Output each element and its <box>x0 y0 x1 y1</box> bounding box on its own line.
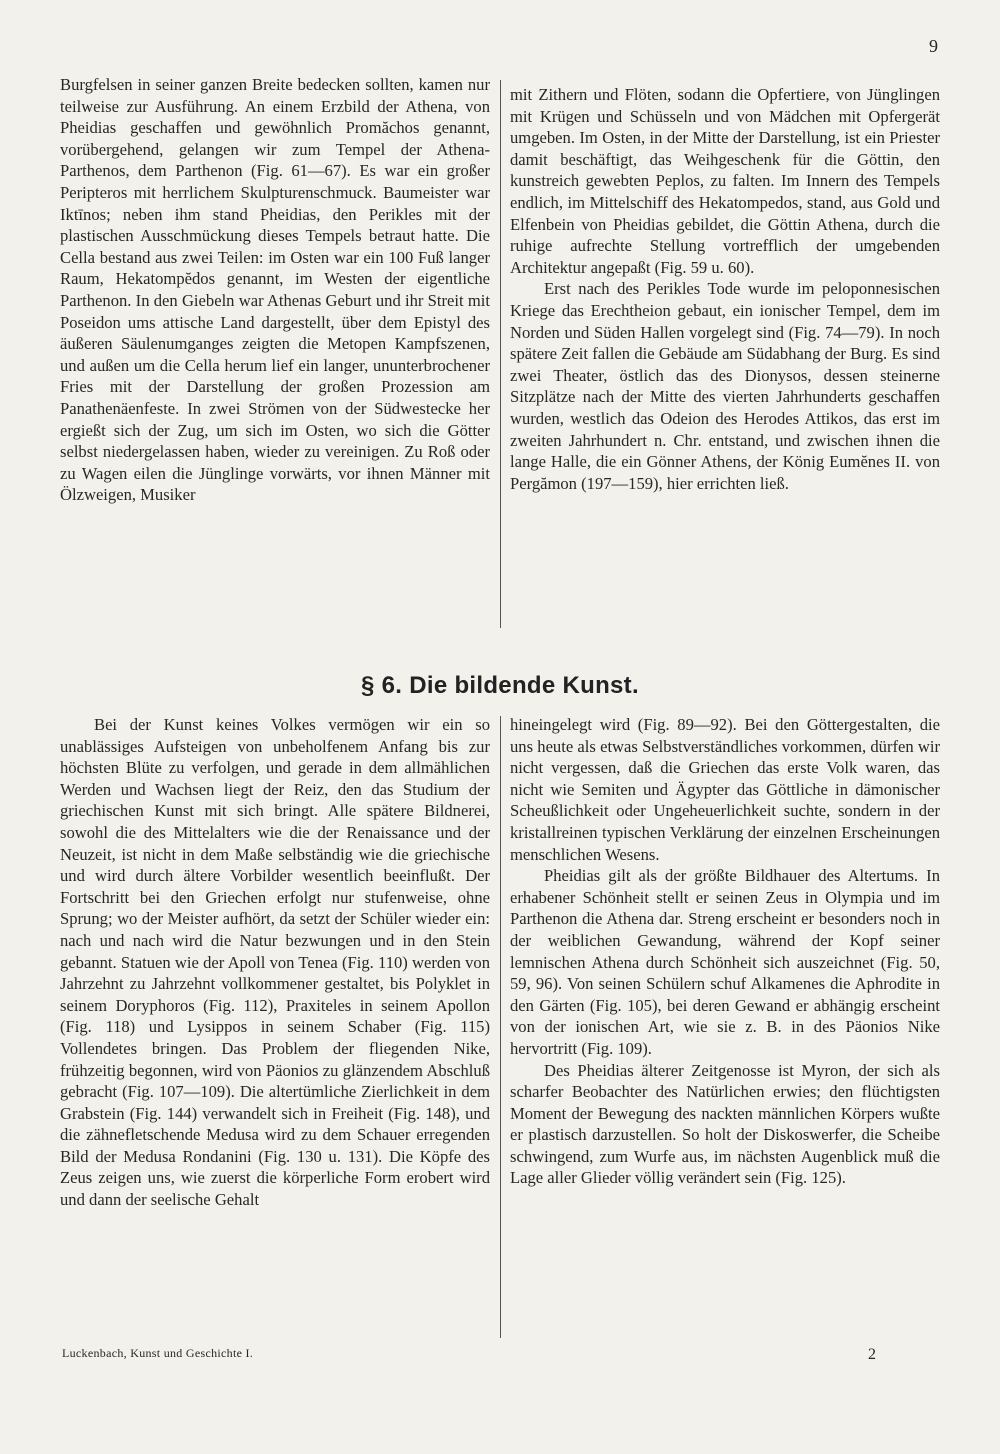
footer-signature: Luckenbach, Kunst und Geschichte I. <box>62 1346 254 1360</box>
paragraph: Bei der Kunst keines Volkes vermögen wir ein so unablässiges Aufsteigen von unbeholfenem Anfang bis zur höchsten Blüte zu verfolgen, und gerade in dem allmählichen Werden und Wachsen liegt der Reiz, den das Studium der griechischen Kunst mit sich bringt. Alle spätere Bildnerei, sowohl die des Mittelalters wie die der Renaissance und der Neuzeit, ist nicht in dem Maße selbständig wie die griechische und wird durch ältere Vorbilder wesentlich beeinflußt. Der Fortschritt bei den Griechen erfolgt nur stufenweise, ohne Sprung; wo der Meister aufhört, da setzt der Schüler wieder ein: nach und nach wird die Natur bezwungen und in den Stein gebannt. Statuen wie der Apoll von Tenea (Fig. 110) werden von Jahrzehnt zu Jahrzehnt vollkommener gestaltet, bis Polyklet in seinem Doryphoros (Fig. 112), Praxiteles in seinem Apollon (Fig. 118) und Lysippos in seinem Schaber (Fig. 115) Vollendetes bringen. Das Problem der fliegenden Nike, frühzeitig begonnen, wird von Päonios zu glänzendem Abschluß gebracht (Fig. 107—109). Die altertümliche Zierlichkeit in dem Grabstein (Fig. 144) verwandelt sich in Freiheit (Fig. 148), und die zähnefletschende Medusa wird zu dem Schauer erregenden Bild der Medusa Rondanini (Fig. 130 u. 131). Die Köpfe des Zeus zeigen uns, wie zuerst die körperliche Form erobert wird und dann der seelische Gehalt <box>60 715 490 1210</box>
lower-left-column <box>60 714 490 1211</box>
paragraph: Erst nach des Perikles Tode wurde im peloponnesischen Kriege das Erechtheion gebaut, ein ionischer Tempel, dem im Norden und Süden Hallen vorgelegt sind (Fig. 74—79). In noch spätere Zeit fallen die Gebäude am Südabhang der Burg. Es sind zwei Theater, östlich das des Dionysos, dessen steinerne Sitzplätze nach der Mitte des vierten Jahrhunderts geschaffen wurden, westlich das Odeion des Herodes Attikos, das erst im zweiten Jahrhundert n. Chr. entstand, und zwischen ihnen die lange Halle, die ein Gönner Athens, der König Eumĕnes II. von Pergămon (197—159), hier errichten ließ. <box>510 279 940 493</box>
footer-sheet-number: 2 <box>868 1346 876 1363</box>
paragraph: mit Zithern und Flöten, sodann die Opfertiere, von Jünglingen mit Krügen und Schüsseln und von Mädchen mit Opfergerät umgeben. Im Osten, in der Mitte der Darstellung, ist ein Priester damit beschäftigt, das Weihgeschenk für die Göttin, den kunstreich gewebten Peplos, zu falten. Im Innern des Tempels endlich, im Mittelschiff des Hekatompedos, stand, aus Gold und Elfenbein von Pheidias gebildet, die Göttin Athena, durch die ruhige aufrechte Stellung vortrefflich der umgebenden Architektur angepaßt (Fig. 59 u. 60). <box>510 85 940 277</box>
paragraph: Burgfelsen in seiner ganzen Breite bedecken sollten, kamen nur teilweise zur Ausführung. An einem Erzbild der Athena, von Pheidias geschaffen und gewöhnlich Promăchos genannt, vorübergehend, gelangen wir zum Tempel der Athena-Parthenos, dem Parthenon (Fig. 61—67). Es war ein großer Peripteros mit herrlichem Skulpturenschmuck. Baumeister war Iktīnos; neben ihm stand Pheidias, den Perikles mit der plastischen Ausschmückung dieses Tempels betraut hatte. Die Cella bestand aus zwei Teilen: im Osten war ein 100 Fuß langer Raum, Hekatompĕdos genannt, im Westen der eigentliche Parthenon. In den Giebeln war Athenas Geburt und ihr Streit mit Poseidon ums attische Land dargestellt, über dem Epistyl des äußeren Säulenumganges zeigten die Metopen Kampfszenen, und außen um die Cella herum lief ein langer, ununterbrochener Fries mit der Darstellung der großen Prozession am Panathenäenfeste. In zwei Strömen von der Südwestecke her ergießt sich der Zug, um sich im Osten, wo sich die Götter selbst niedergelassen haben, wieder zu vereinigen. Zu Roß oder zu Wagen eilen die Jünglinge vorwärts, vor ihnen Männer mit Ölzweigen, Musiker <box>60 75 490 505</box>
section-heading: § 6. Die bildende Kunst. <box>361 672 639 699</box>
paragraph: Pheidias gilt als der größte Bildhauer des Altertums. In erhabener Schönheit stellt er seinen Zeus in Olympia und im Parthenon die Athena dar. Streng erscheint er besonders noch in der weiblichen Gewandung, während der Kopf seiner lemnischen Athena durch Schönheit sich auszeichnet (Fig. 50, 59, 96). Von seinen Schülern schuf Alkamenes die Aphrodite in den Gärten (Fig. 105), bei deren Gewand er abhängig erscheint von der ionischen Art, wie sie z. B. in des Päonios Nike hervortritt (Fig. 109). <box>510 866 940 1058</box>
paragraph: hineingelegt wird (Fig. 89—92). Bei den Göttergestalten, die uns heute als etwas Selbstverständliches vorkommen, dürfen wir nicht vergessen, daß die Griechen das erste Volk waren, das nicht wie Semiten und Ägypter das Göttliche in dämonischer Scheußlichkeit oder Ungeheuerlichkeit suchte, sondern in der kristallreinen typischen Verklärung der einzelnen Erscheinungen menschlichen Wesens. <box>510 715 940 864</box>
upper-left-column <box>60 74 490 506</box>
paragraph: Des Pheidias älterer Zeitgenosse ist Myron, der sich als scharfer Beobachter des Natürlichen erwies; den flüchtigsten Moment der Bewegung des nackten männlichen Körpers wußte er plastisch darzustellen. So holt der Diskoswerfer, die Scheibe schwingend, zum Wurfe aus, im nächsten Augenblick muß die Lage aller Glieder völlig verändert sein (Fig. 125). <box>510 1060 940 1188</box>
page-number: 9 <box>929 36 938 56</box>
column-divider-lower <box>500 716 501 1338</box>
lower-right-column <box>510 714 940 1189</box>
column-divider-upper <box>500 80 501 628</box>
upper-right-column <box>510 84 940 494</box>
